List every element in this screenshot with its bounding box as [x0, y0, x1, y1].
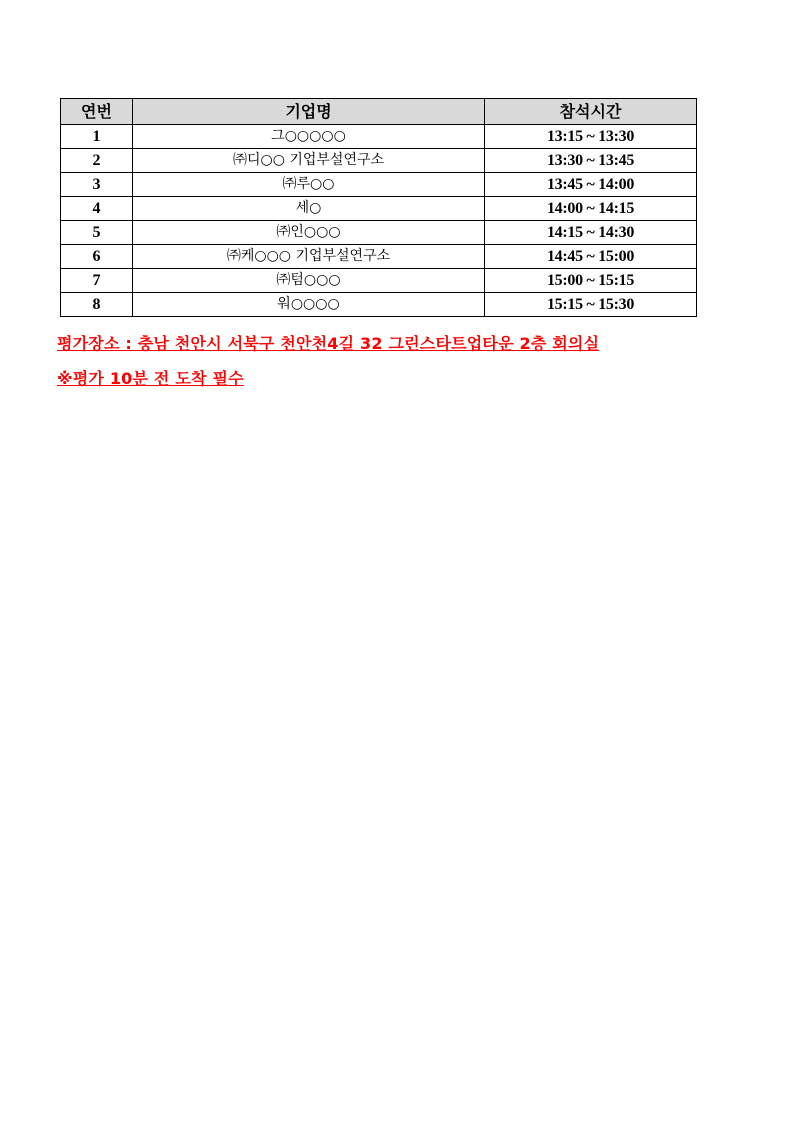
evaluation-schedule-table — [60, 98, 697, 317]
row-company-name: ㈜루○○ — [133, 173, 485, 197]
table-row — [61, 125, 697, 149]
table-row — [61, 245, 697, 269]
table-row — [61, 293, 697, 317]
row-company-name: 그○○○○○ — [133, 125, 485, 149]
header-company-name: 기업명 — [133, 99, 485, 125]
row-serial-number: 7 — [61, 269, 133, 293]
table-row — [61, 173, 697, 197]
evaluation-venue-notice: 평가장소 : 충남 천안시 서북구 천안천4길 32 그린스타트업타운 2층 회의실 — [57, 334, 600, 353]
row-serial-number: 1 — [61, 125, 133, 149]
row-attendance-time: 13:15 ~ 13:30 — [485, 125, 697, 149]
row-company-name: 워○○○○ — [133, 293, 485, 317]
row-attendance-time: 13:45 ~ 14:00 — [485, 173, 697, 197]
row-company-name: ㈜케○○○ 기업부설연구소 — [133, 245, 485, 269]
row-serial-number: 3 — [61, 173, 133, 197]
row-company-name: ㈜인○○○ — [133, 221, 485, 245]
table-row — [61, 269, 697, 293]
row-attendance-time: 13:30 ~ 13:45 — [485, 149, 697, 173]
table-row — [61, 149, 697, 173]
row-serial-number: 2 — [61, 149, 133, 173]
row-company-name: ㈜텀○○○ — [133, 269, 485, 293]
row-company-name: 세○ — [133, 197, 485, 221]
arrival-requirement-notice: ※평가 10분 전 도착 필수 — [57, 369, 244, 388]
row-attendance-time: 14:15 ~ 14:30 — [485, 221, 697, 245]
row-serial-number: 6 — [61, 245, 133, 269]
table-row — [61, 221, 697, 245]
row-serial-number: 5 — [61, 221, 133, 245]
row-attendance-time: 14:00 ~ 14:15 — [485, 197, 697, 221]
row-serial-number: 4 — [61, 197, 133, 221]
header-attendance-time: 참석시간 — [485, 99, 697, 125]
row-company-name: ㈜디○○ 기업부설연구소 — [133, 149, 485, 173]
table-row — [61, 197, 697, 221]
row-serial-number: 8 — [61, 293, 133, 317]
header-serial-number: 연번 — [61, 99, 133, 125]
row-attendance-time: 14:45 ~ 15:00 — [485, 245, 697, 269]
table-header-row — [61, 99, 697, 125]
row-attendance-time: 15:15 ~ 15:30 — [485, 293, 697, 317]
row-attendance-time: 15:00 ~ 15:15 — [485, 269, 697, 293]
